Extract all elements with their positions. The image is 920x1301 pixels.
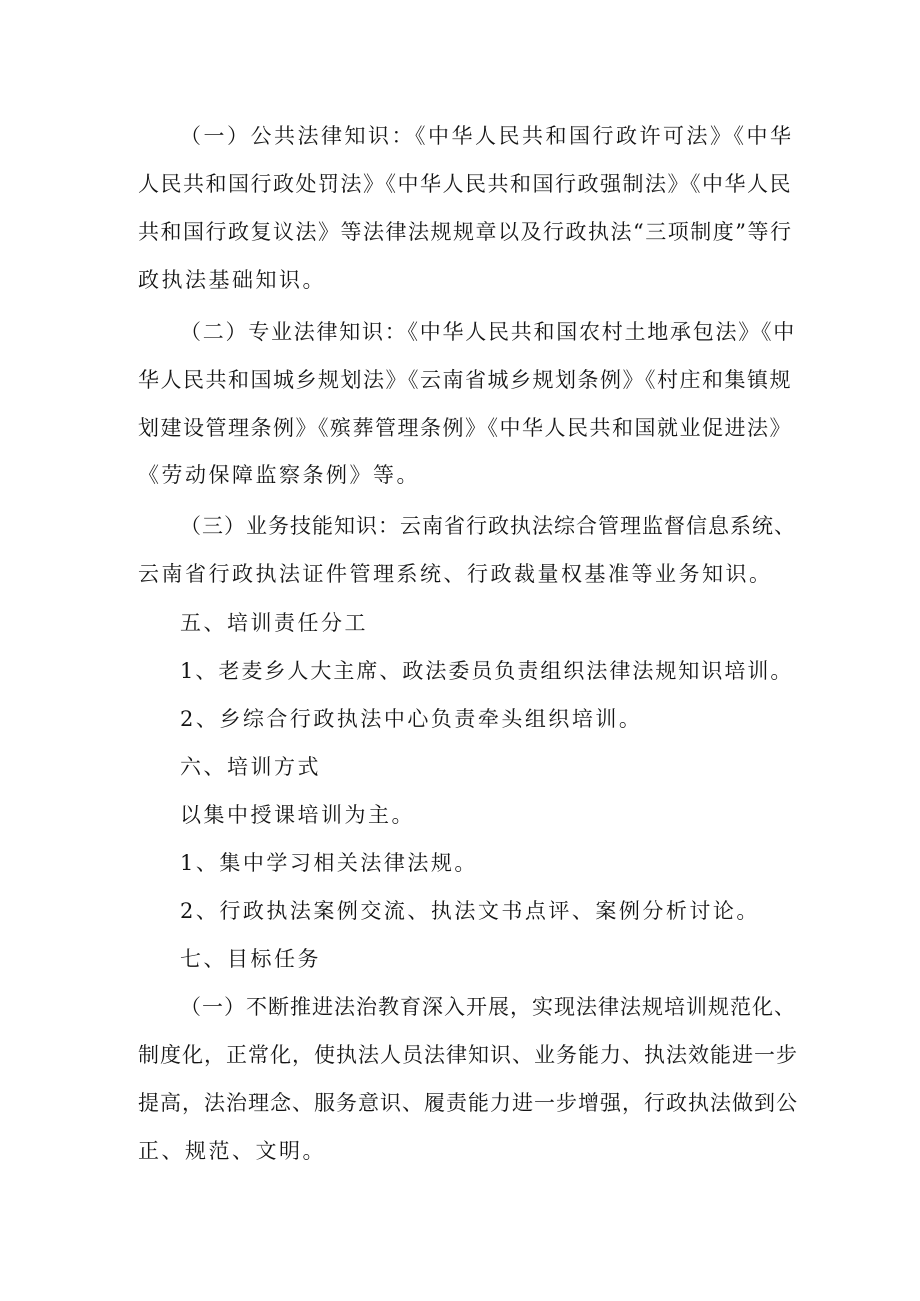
method-intro: 以集中授课培训为主。 [180, 803, 415, 827]
public-law-line-2: 人民共和国行政处罚法》《中华人民共和国行政强制法》《中华人民 [138, 172, 792, 196]
goal-line-4: 正、规范、文明。 [138, 1139, 326, 1163]
professional-law-line-1: （二）专业法律知识：《中华人民共和国农村土地承包法》《中 [180, 320, 796, 344]
professional-law-line-2: 华人民共和国城乡规划法》《云南省城乡规划条例》《村庄和集镇规 [138, 368, 792, 392]
business-skills-line-2: 云南省行政执法证件管理系统、行政裁量权基准等业务知识。 [138, 562, 773, 586]
public-law-line-1: （一）公共法律知识：《中华人民共和国行政许可法》《中华 [180, 124, 794, 148]
business-skills-line-1: （三）业务技能知识：云南省行政执法综合管理监督信息系统、 [180, 514, 796, 538]
goal-line-3: 提高，法治理念、服务意识、履责能力进一步增强，行政执法做到公 [138, 1091, 798, 1115]
duty-item-1: 1、老麦乡人大主席、政法委员负责组织法律法规知识培训。 [180, 659, 794, 683]
public-law-line-4: 政执法基础知识。 [138, 268, 326, 292]
heading-6: 六、培训方式 [180, 755, 321, 779]
public-law-line-3: 共和国行政复议法》等法律法规规章以及行政执法“三项制度”等行 [138, 220, 793, 244]
heading-7: 七、目标任务 [180, 947, 321, 971]
method-item-1: 1、集中学习相关法律法规。 [180, 851, 478, 875]
goal-line-1: （一）不断推进法治教育深入开展，实现法律法规培训规范化、 [180, 995, 796, 1019]
professional-law-line-3: 划建设管理条例》《殡葬管理条例》《中华人民共和国就业促进法》 [138, 416, 792, 440]
heading-5: 五、培训责任分工 [180, 611, 368, 635]
duty-item-2: 2、乡综合行政执法中心负责牵头组织培训。 [180, 707, 643, 731]
method-item-2: 2、行政执法案例交流、执法文书点评、案例分析讨论。 [180, 899, 760, 923]
professional-law-line-4: 《劳动保障监察条例》等。 [138, 463, 420, 487]
goal-line-2: 制度化，正常化，使执法人员法律知识、业务能力、执法效能进一步 [138, 1043, 798, 1067]
